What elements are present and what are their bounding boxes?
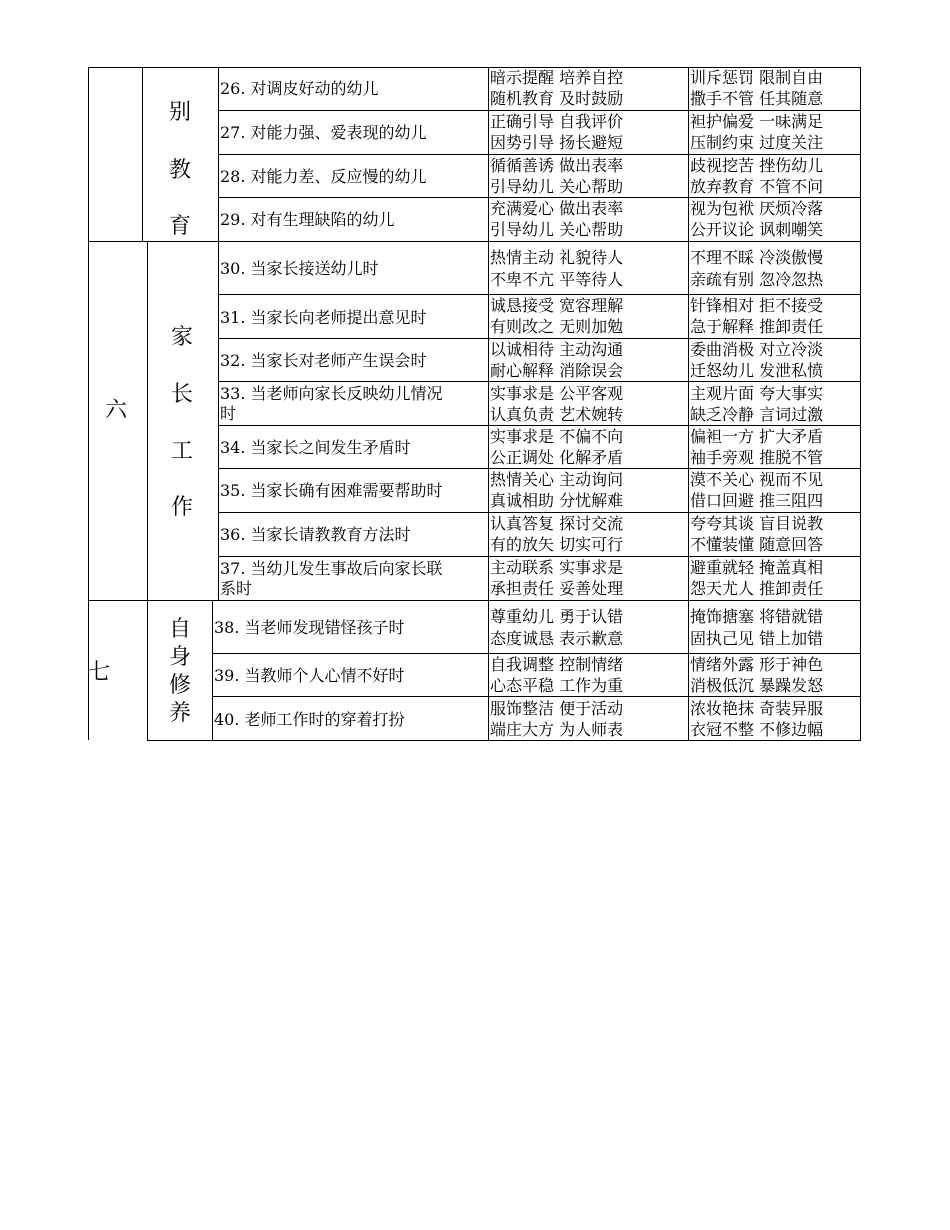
section-number: 六 [105,398,128,423]
section-border [88,600,861,601]
good-practice: 不卑不亢 平等待人 [490,270,624,289]
good-practice: 主动联系 实事求是 [490,558,624,577]
good-practice: 热情主动 礼貌待人 [490,248,624,267]
bad-practice: 衣冠不整 不修边幅 [690,720,824,739]
good-practice: 自我调整 控制情绪 [490,655,624,674]
bad-practice: 缺乏冷静 言词过激 [690,405,824,424]
row-divider [218,381,861,382]
good-practice: 公正调处 化解矛盾 [490,448,624,467]
bad-practice: 固执己见 错上加错 [690,629,824,648]
bad-practice: 消极低沉 暴躁发怒 [690,676,824,695]
section-divider [147,600,148,741]
good-practice: 服饰整洁 便于活动 [490,699,624,718]
bad-practice: 压制约束 过度关注 [690,133,824,152]
bad-practice: 不懂装懂 随意回答 [690,535,824,554]
bad-practice: 偏袒一方 扩大矛盾 [690,427,824,446]
situation-text: 26. 对调皮好动的幼儿 [220,79,379,98]
good-practice: 态度诚恳 表示歉意 [490,629,624,648]
table-bottom-border [147,740,861,741]
good-practice: 认真负责 艺术婉转 [490,405,624,424]
bad-practice: 亲疏有别 忽冷忽热 [690,270,824,289]
bad-practice: 迁怒幼儿 发泄私愤 [690,361,824,380]
situation-text: 37. 当幼儿发生事故后向家长联 [220,559,443,578]
column-divider [688,67,689,740]
bad-practice: 浓妆艳抹 奇装异服 [690,699,824,718]
category-char: 自 [169,617,192,642]
row-divider [218,556,861,557]
category-char: 作 [171,495,194,520]
situation-text: 39. 当教师个人心情不好时 [214,666,405,685]
situation-text: 系时 [220,579,253,598]
category-char: 家 [171,325,194,350]
bad-practice: 撒手不管 任其随意 [690,89,824,108]
category-char: 工 [171,439,194,464]
bad-practice: 掩饰搪塞 将错就错 [690,607,824,626]
situation-text: 30. 当家长接送幼儿时 [220,259,379,278]
bad-practice: 训斥惩罚 限制自由 [690,68,824,87]
good-practice: 心态平稳 工作为重 [490,676,624,695]
row-divider [218,154,861,155]
category-char: 养 [169,701,192,726]
good-practice: 因势引导 扬长避短 [490,133,624,152]
row-divider [218,110,861,111]
section-border [88,241,861,242]
category-char: 身 [169,645,192,670]
bad-practice: 漠不关心 视而不见 [690,470,824,489]
good-practice: 尊重幼儿 勇于认错 [490,607,624,626]
bad-practice: 夸夸其谈 盲目说教 [690,514,824,533]
situation-text: 35. 当家长确有困难需要帮助时 [220,481,443,500]
good-practice: 引导幼儿 关心帮助 [490,177,624,196]
good-practice: 循循善诱 做出表率 [490,156,624,175]
row-divider [218,338,861,339]
bad-practice: 袖手旁观 推脱不管 [690,448,824,467]
section-divider [142,67,143,241]
section-number: 七 [88,660,111,685]
category-char: 修 [169,673,192,698]
category-char: 别 [169,100,192,125]
good-practice: 实事求是 不偏不向 [490,427,624,446]
row-divider [218,425,861,426]
good-practice: 暗示提醒 培养自控 [490,68,624,87]
situation-text: 40. 老师工作时的穿着打扮 [214,710,405,729]
table-right-border [860,67,861,740]
situation-text: 28. 对能力差、反应慢的幼儿 [220,167,427,186]
good-practice: 端庄大方 为人师表 [490,720,624,739]
bad-practice: 急于解释 推卸责任 [690,317,824,336]
column-divider [488,67,489,740]
bad-practice: 避重就轻 掩盖真相 [690,558,824,577]
situation-text: 34. 当家长之间发生矛盾时 [220,438,411,457]
category-char: 教 [169,158,192,183]
situation-text: 38. 当老师发现错怪孩子时 [214,618,405,637]
row-divider [212,653,861,654]
category-char: 育 [169,214,192,239]
bad-practice: 视为包袱 厌烦冷落 [690,199,824,218]
good-practice: 有则改之 无则加勉 [490,317,624,336]
good-practice: 承担责任 妥善处理 [490,579,624,598]
row-divider [218,294,861,295]
good-practice: 耐心解释 消除误会 [490,361,624,380]
bad-practice: 针锋相对 拒不接受 [690,296,824,315]
bad-practice: 委曲消极 对立冷淡 [690,340,824,359]
bad-practice: 袒护偏爱 一味满足 [690,112,824,131]
situation-text: 27. 对能力强、爱表现的幼儿 [220,123,427,142]
bad-practice: 主观片面 夸大事实 [690,384,824,403]
bad-practice: 借口回避 推三阻四 [690,491,824,510]
good-practice: 充满爱心 做出表率 [490,199,624,218]
good-practice: 真诚相助 分忧解难 [490,491,624,510]
table-left-border [88,67,89,740]
situation-text: 33. 当老师向家长反映幼儿情况 [220,384,443,403]
good-practice: 随机教育 及时鼓励 [490,89,624,108]
category-char: 长 [171,382,194,407]
row-divider [218,468,861,469]
row-divider [218,197,861,198]
bad-practice: 不理不睬 冷淡傲慢 [690,248,824,267]
bad-practice: 公开议论 讽刺嘲笑 [690,220,824,239]
row-divider [212,696,861,697]
bad-practice: 歧视挖苦 挫伤幼儿 [690,156,824,175]
section-divider [147,241,148,600]
good-practice: 诚恳接受 宽容理解 [490,296,624,315]
bad-practice: 怨天尤人 推卸责任 [690,579,824,598]
good-practice: 引导幼儿 关心帮助 [490,220,624,239]
section-divider [212,600,213,741]
good-practice: 热情关心 主动询问 [490,470,624,489]
bad-practice: 放弃教育 不管不问 [690,177,824,196]
situation-text: 时 [220,404,237,423]
good-practice: 认真答复 探讨交流 [490,514,624,533]
good-practice: 正确引导 自我评价 [490,112,624,131]
good-practice: 有的放矢 切实可行 [490,535,624,554]
situation-text: 36. 当家长请教教育方法时 [220,525,411,544]
good-practice: 以诚相待 主动沟通 [490,340,624,359]
bad-practice: 情绪外露 形于神色 [690,655,824,674]
good-practice: 实事求是 公平客观 [490,384,624,403]
situation-text: 32. 当家长对老师产生误会时 [220,351,427,370]
row-divider [218,512,861,513]
situation-text: 31. 当家长向老师提出意见时 [220,308,427,327]
situation-text: 29. 对有生理缺陷的幼儿 [220,210,395,229]
